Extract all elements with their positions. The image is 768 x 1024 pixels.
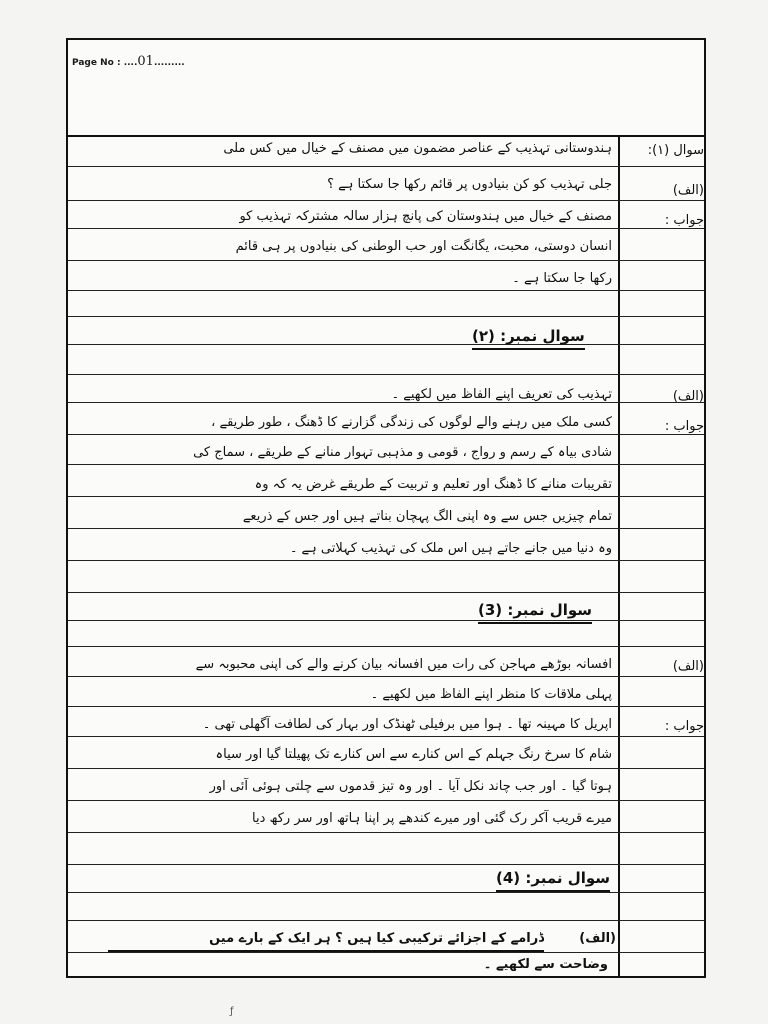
q2-heading: سوال نمبر: (۲) <box>472 324 585 350</box>
ruled-line <box>68 892 704 893</box>
q2-answer-line: تقریبات منانے کا ڈھنگ اور تعلیم و تربیت کے طریقے غرض یہ کہ وہ <box>254 477 612 492</box>
ruled-line <box>68 592 704 593</box>
ruled-line <box>68 620 704 621</box>
ruled-line <box>68 228 704 229</box>
q2-answer-line: وہ دنیا میں جانے جاتے ہیں اس ملک کی تہذیب کہلاتی ہے ۔ <box>289 541 612 556</box>
ruled-line <box>68 920 704 921</box>
ruled-line <box>68 166 704 167</box>
q2-label-answer: جواب : <box>664 419 704 434</box>
q3-answer-line: میرے قریب آکر رک گئی اور میرے کندھے پر اپنا ہاتھ اور سر رکھ دیا <box>252 811 612 826</box>
ruled-line <box>68 560 704 561</box>
ruled-line <box>68 434 704 435</box>
q1-answer-line: رکھا جا سکتا ہے ۔ <box>512 271 612 286</box>
page-header <box>68 40 704 137</box>
notebook-page <box>66 38 706 978</box>
q2-question-line: تہذیب کی تعریف اپنے الفاظ میں لکھیے ۔ <box>391 387 612 402</box>
ruled-line <box>68 464 704 465</box>
ruled-line <box>68 646 704 647</box>
q4-label-a: (الف) <box>579 931 616 946</box>
q3-question-line: پہلی ملاقات کا منظر اپنے الفاظ میں لکھیے ۔ <box>370 687 612 702</box>
q3-answer-line: شام کا سرخ رنگ جہلم کے اس کنارے سے اس کنارے تک پھیلتا گیا اور سیاہ <box>215 747 612 762</box>
ruled-line <box>68 736 704 737</box>
q2-answer-line: کسی ملک میں رہنے والے لوگوں کی زندگی گزارنے کا ڈھنگ ، طور طریقے ، <box>211 415 612 430</box>
q1-label-question: سوال (۱): <box>647 143 704 158</box>
page-number: Page No : ....01......... <box>72 54 185 69</box>
page-number-label: Page No : <box>72 58 121 68</box>
ruled-line <box>68 496 704 497</box>
margin-line <box>618 135 620 976</box>
ruled-line <box>68 800 704 801</box>
page-number-value: 01 <box>137 54 154 69</box>
footer-mark: ƒ <box>230 1006 234 1017</box>
q3-label-a: (الف) <box>672 659 704 674</box>
q2-label-a: (الف) <box>672 389 704 404</box>
ruled-line <box>68 864 704 865</box>
ruled-line <box>68 316 704 317</box>
q1-question-line: جلی تہذیب کو کن بنیادوں پر قائم رکھا جا سکتا ہے ؟ <box>327 177 612 192</box>
q3-label-answer: جواب : <box>664 719 704 734</box>
q1-label-answer: جواب : <box>664 213 704 228</box>
ruled-line <box>68 374 704 375</box>
q3-heading: سوال نمبر: (3) <box>478 598 592 624</box>
q3-answer-line: اپریل کا مہینہ تھا ۔ ہوا میں برفیلی ٹھنڈک اور بہار کی لطافت آگھلی تھی ۔ <box>202 717 612 732</box>
q2-answer-line: شادی بیاہ کے رسم و رواج ، قومی و مذہبی تہوار منانے کے طریقے ، سماج کی <box>193 445 612 460</box>
q3-answer-line: ہوتا گیا ۔ اور جب چاند نکل آیا ۔ اور وہ تیز قدموں سے چلتی ہوئی آئی اور <box>209 779 612 794</box>
ruled-line <box>68 260 704 261</box>
ruled-line <box>68 768 704 769</box>
q1-question-line: ہندوستانی تہذیب کے عناصر مضمون میں مصنف کے خیال میں کس ملی <box>223 141 612 156</box>
q2-answer-line: تمام چیزیں جس سے وہ اپنی الگ پہچان بناتے ہیں اور جس کے ذریعے <box>242 509 612 524</box>
q3-question-line: افسانہ بوڑھے مہاجن کی رات میں افسانہ بیان کرنے والے کی اپنی محبوبہ سے <box>195 657 612 672</box>
q1-answer-line: انسان دوستی، محبت، یگانگت اور حب الوطنی کی بنیادوں پر ہی قائم <box>235 239 612 254</box>
ruled-line <box>68 832 704 833</box>
q1-answer-line: مصنف کے خیال میں ہندوستان کی پانچ ہزار سالہ مشترکہ تہذیب کو <box>239 209 612 224</box>
ruled-line <box>68 528 704 529</box>
ruled-line <box>68 290 704 291</box>
q4-question-line: وضاحت سے لکھیے ۔ <box>483 957 608 972</box>
q4-heading: سوال نمبر: (4) <box>496 866 610 892</box>
ruled-line <box>68 200 704 201</box>
ruled-line <box>68 344 704 345</box>
q1-label-a: (الف) <box>672 183 704 198</box>
ruled-line <box>68 676 704 677</box>
ruled-line <box>68 706 704 707</box>
q4-question-line: ڈرامے کے اجزائے ترکیبی کیا ہیں ؟ ہر ایک کے بارے میں <box>108 928 544 952</box>
ruled-line <box>68 952 704 953</box>
